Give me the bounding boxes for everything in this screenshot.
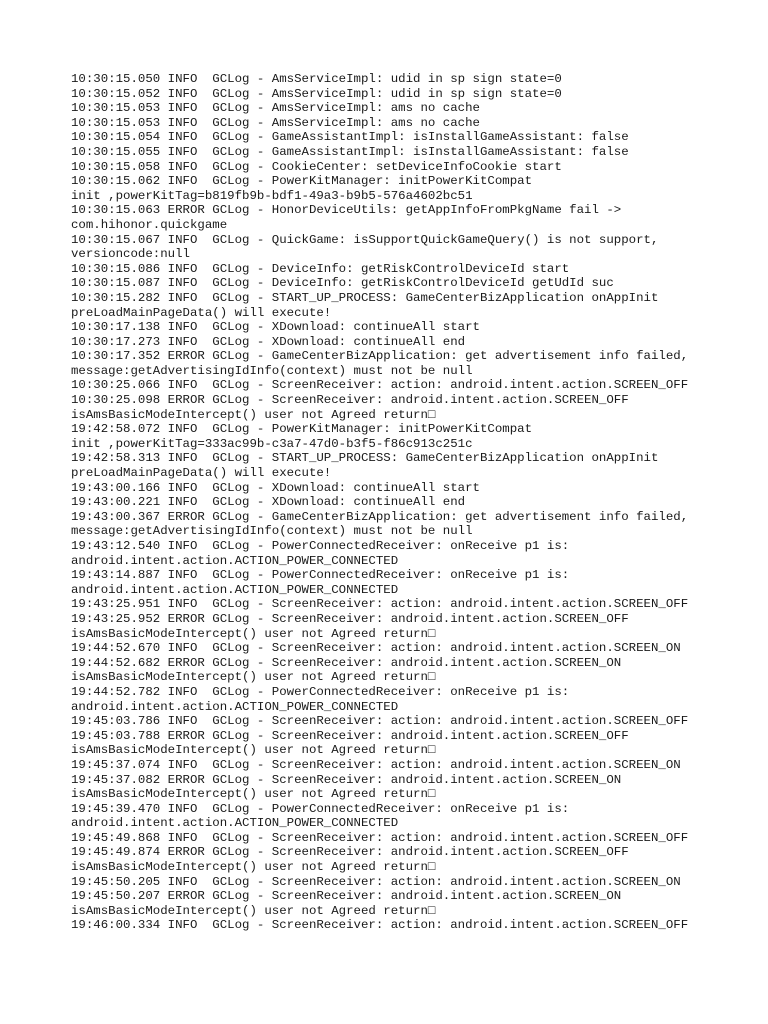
log-line: init ,powerKitTag=b819fb9b-bdf1-49a3-b9b5-576a4602bc51 [71,188,473,203]
log-line: isAmsBasicModeIntercept() user not Agreed return□ [71,860,436,875]
log-line: 19:44:52.682 ERROR GCLog - ScreenReceiver: android.intent.action.SCREEN_ON [71,655,622,670]
log-line: 10:30:15.062 INFO GCLog - PowerKitManager: initPowerKitCompat [71,174,533,189]
log-line: isAmsBasicModeIntercept() user not Agreed return□ [71,407,436,422]
log-line: 19:45:37.082 ERROR GCLog - ScreenReceiver: android.intent.action.SCREEN_ON [71,772,622,787]
log-line: 10:30:15.052 INFO GCLog - AmsServiceImpl: udid in sp sign state=0 [71,86,562,101]
log-line: android.intent.action.ACTION_POWER_CONNECTED [71,699,399,714]
log-line: 10:30:15.058 INFO GCLog - CookieCenter: setDeviceInfoCookie start [71,159,562,174]
log-line: 19:42:58.072 INFO GCLog - PowerKitManager: initPowerKitCompat [71,422,533,437]
log-line: 10:30:17.273 INFO GCLog - XDownload: continueAll end [71,334,466,349]
log-line: isAmsBasicModeIntercept() user not Agreed return□ [71,670,436,685]
log-line: 19:43:00.166 INFO GCLog - XDownload: continueAll start [71,480,480,495]
log-line: 19:45:49.874 ERROR GCLog - ScreenReceiver: android.intent.action.SCREEN_OFF [71,845,629,860]
log-line: android.intent.action.ACTION_POWER_CONNECTED [71,553,399,568]
log-line: 10:30:15.054 INFO GCLog - GameAssistantImpl: isInstallGameAssistant: false [71,130,629,145]
log-line: 10:30:15.053 INFO GCLog - AmsServiceImpl: ams no cache [71,101,480,116]
log-line: isAmsBasicModeIntercept() user not Agreed return□ [71,743,436,758]
log-line: 19:43:25.952 ERROR GCLog - ScreenReceiver: android.intent.action.SCREEN_OFF [71,611,629,626]
log-line: 10:30:15.055 INFO GCLog - GameAssistantImpl: isInstallGameAssistant: false [71,144,629,159]
log-line: android.intent.action.ACTION_POWER_CONNECTED [71,582,399,597]
log-line: 19:45:03.788 ERROR GCLog - ScreenReceiver: android.intent.action.SCREEN_OFF [71,728,629,743]
log-line: 10:30:15.053 INFO GCLog - AmsServiceImpl: ams no cache [71,115,480,130]
log-line: 19:45:03.786 INFO GCLog - ScreenReceiver: action: android.intent.action.SCREEN_OFF [71,714,689,729]
log-line: 19:43:12.540 INFO GCLog - PowerConnectedReceiver: onReceive p1 is: [71,539,570,553]
log-line: 19:45:37.074 INFO GCLog - ScreenReceiver: action: android.intent.action.SCREEN_ON [71,757,681,772]
log-line: 19:46:00.334 INFO GCLog - ScreenReceiver: action: android.intent.action.SCREEN_OFF [71,918,689,933]
log-line: 10:30:15.282 INFO GCLog - START_UP_PROCESS: GameCenterBizApplication onAppInit [71,290,659,305]
log-line: 19:43:25.951 INFO GCLog - ScreenReceiver: action: android.intent.action.SCREEN_OFF [71,597,689,612]
log-line: message:getAdvertisingIdInfo(context) must not be null [71,524,473,539]
log-line: 10:30:15.087 INFO GCLog - DeviceInfo: getRiskControlDeviceId getUdId suc [71,276,614,291]
log-line: 10:30:15.067 INFO GCLog - QuickGame: isSupportQuickGameQuery() is not support, [71,232,659,247]
log-line: 10:30:17.138 INFO GCLog - XDownload: continueAll start [71,320,480,335]
log-line: android.intent.action.ACTION_POWER_CONNECTED [71,816,399,831]
log-line: com.hihonor.quickgame [71,217,228,232]
log-line: 19:44:52.782 INFO GCLog - PowerConnectedReceiver: onReceive p1 is: [71,684,570,699]
log-line: 19:43:00.367 ERROR GCLog - GameCenterBizApplication: get advertisement info failed, [71,509,689,524]
log-line: 10:30:15.086 INFO GCLog - DeviceInfo: getRiskControlDeviceId start [71,261,570,276]
log-line: preLoadMainPageData() will execute! [71,466,332,481]
log-line: message:getAdvertisingIdInfo(context) must not be null [71,363,473,378]
log-line: 19:43:14.887 INFO GCLog - PowerConnectedReceiver: onReceive p1 is: [71,568,570,583]
log-line: 10:30:15.050 INFO GCLog - AmsServiceImpl: udid in sp sign state=0 [71,72,562,86]
log-line: isAmsBasicModeIntercept() user not Agreed return□ [71,626,436,641]
log-line: 19:45:50.207 ERROR GCLog - ScreenReceiver: android.intent.action.SCREEN_ON [71,889,622,904]
log-line: isAmsBasicModeIntercept() user not Agreed return□ [71,787,436,802]
log-text [71,72,761,933]
log-line: 19:43:00.221 INFO GCLog - XDownload: continueAll end [71,495,466,510]
log-line: 19:45:49.868 INFO GCLog - ScreenReceiver: action: android.intent.action.SCREEN_OFF [71,830,689,845]
log-line: 19:45:39.470 INFO GCLog - PowerConnectedReceiver: onReceive p1 is: [71,801,570,816]
log-line: 19:44:52.670 INFO GCLog - ScreenReceiver: action: android.intent.action.SCREEN_ON [71,641,681,656]
log-line: 10:30:17.352 ERROR GCLog - GameCenterBizApplication: get advertisement info failed, [71,349,689,364]
log-line: isAmsBasicModeIntercept() user not Agreed return□ [71,903,436,918]
log-line: 10:30:15.063 ERROR GCLog - HonorDeviceUtils: getAppInfoFromPkgName fail -> [71,203,622,218]
log-line: preLoadMainPageData() will execute! [71,305,332,320]
log-line: 10:30:25.066 INFO GCLog - ScreenReceiver: action: android.intent.action.SCREEN_OFF [71,378,689,393]
log-line: 10:30:25.098 ERROR GCLog - ScreenReceiver: android.intent.action.SCREEN_OFF [71,393,629,408]
log-line: versioncode:null [71,247,190,262]
log-line: 19:45:50.205 INFO GCLog - ScreenReceiver: action: android.intent.action.SCREEN_ON [71,874,681,889]
log-line: 19:42:58.313 INFO GCLog - START_UP_PROCESS: GameCenterBizApplication onAppInit [71,451,659,466]
log-line: init ,powerKitTag=333ac99b-c3a7-47d0-b3f5-f86c913c251c [71,436,473,451]
